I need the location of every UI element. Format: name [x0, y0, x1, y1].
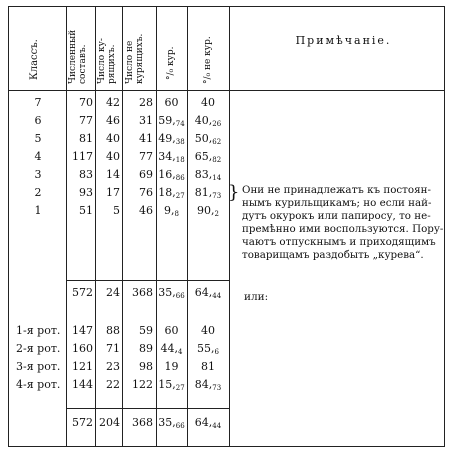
class-row-7-pct: $9,_8$: [164, 204, 179, 218]
header-klass: Классъ.: [29, 39, 40, 80]
top-rule: [8, 6, 444, 7]
total-row-1-smokers: 24: [106, 286, 120, 299]
class-row-6-pct: $18,_{27}$: [158, 186, 185, 200]
class-row-2-non: 31: [139, 114, 153, 127]
class-row-6-smokers: 17: [106, 186, 120, 199]
total-row-1-pct-non-decimal: 44: [212, 292, 222, 300]
class-row-2-pct: $59,_{74}$: [158, 114, 185, 128]
total-row-2-pct-non: $64,_{44}$: [194, 416, 222, 430]
total-row-2-smokers: 204: [99, 416, 120, 429]
rot-row-2-pct-non-decimal: 6: [214, 348, 219, 356]
brace-mark: }: [228, 182, 240, 203]
rot-row-4-pct-non-decimal: 73: [212, 384, 222, 392]
class-row-7-total: 51: [79, 204, 93, 217]
class-row-4-total: 117: [72, 150, 93, 163]
class-row-6-non: 76: [139, 186, 153, 199]
rot-row-3-total: 121: [72, 360, 93, 373]
total-row-1-pct-non: $64,_{44}$: [194, 286, 222, 300]
rot-row-4-pct-decimal: 27: [175, 384, 185, 392]
total2-rule: [66, 408, 229, 409]
class-row-2-smokers: 46: [106, 114, 120, 127]
total-row-1-total: 572: [72, 286, 93, 299]
header-kuryashchikh: [97, 8, 117, 84]
bottom-rule: [8, 446, 444, 447]
rot-row-2-non: 89: [139, 342, 153, 355]
class-row-7-pct-decimal: 8: [174, 210, 179, 218]
class-row-3-total: 81: [79, 132, 93, 145]
rot-row-4-smokers: 22: [106, 378, 120, 391]
left-rule: [8, 6, 9, 447]
class-row-1-klass: 7: [34, 96, 42, 109]
class-row-4-pct-non: $65,_{82}$: [194, 150, 222, 164]
rot-row-4-klass: 4-я рот.: [16, 378, 61, 391]
header-ne-kuryashchikh-text: Число не курящихъ.: [125, 33, 145, 84]
class-row-5-pct-decimal: 86: [175, 174, 185, 182]
class-row-4-pct-non-decimal: 82: [212, 156, 222, 164]
header-pct-kur: °/₀ кур.: [166, 46, 176, 80]
class-row-3-smokers: 40: [106, 132, 120, 145]
class-row-3-pct-non: $50,_{62}$: [194, 132, 222, 146]
total-row-2-pct: $35,_{66}$: [158, 416, 185, 430]
class-row-7-smokers: 5: [113, 204, 120, 217]
class-row-6-klass: 2: [34, 186, 42, 199]
class-row-5-smokers: 14: [106, 168, 120, 181]
col-rule-6: [229, 6, 230, 447]
rot-row-1-non: 59: [139, 324, 153, 337]
rot-row-4-non: 122: [132, 378, 153, 391]
header-ne-kuryashchikh: [125, 8, 145, 84]
total-row-2-pct-decimal: 66: [175, 422, 185, 430]
total-row-1-pct: $35,_{66}$: [158, 286, 185, 300]
class-row-5-pct-non: $83,_{14}$: [194, 168, 222, 182]
total1-rule: [66, 280, 229, 281]
total-row-2-pct-non-decimal: 44: [212, 422, 222, 430]
rot-row-2-pct: $44,_4$: [160, 342, 183, 356]
rot-row-4-pct-non: $84,_{73}$: [194, 378, 222, 392]
class-row-6-total: 93: [79, 186, 93, 199]
rot-row-2-total: 160: [72, 342, 93, 355]
class-row-3-pct-non-decimal: 62: [212, 138, 222, 146]
total-row-1-pct-decimal: 66: [175, 292, 185, 300]
class-row-4-pct: $34,_{18}$: [158, 150, 185, 164]
rot-row-2-pct-decimal: 4: [178, 348, 183, 356]
class-row-2-pct-decimal: 74: [175, 120, 185, 128]
rot-row-1-klass: 1-я рот.: [16, 324, 61, 337]
class-row-2-pct-non-decimal: 26: [212, 120, 222, 128]
rot-row-3-non: 98: [139, 360, 153, 373]
class-row-7-pct-non-decimal: 2: [214, 210, 219, 218]
rot-row-1-pct: 60: [164, 324, 179, 337]
total-row-2-total: 572: [72, 416, 93, 429]
total-row-2-non: 368: [132, 416, 153, 429]
class-row-5-pct: $16,_{86}$: [158, 168, 185, 182]
class-row-2-pct-non: $40,_{26}$: [194, 114, 222, 128]
rot-row-3-pct: 19: [164, 360, 179, 373]
class-row-6-pct-decimal: 27: [175, 192, 185, 200]
class-row-5-total: 83: [79, 168, 93, 181]
class-row-3-pct-decimal: 38: [175, 138, 185, 146]
class-row-6-pct-non-decimal: 73: [212, 192, 222, 200]
class-row-3-pct: $49,_{38}$: [158, 132, 185, 146]
class-row-4-klass: 4: [34, 150, 42, 163]
class-row-4-smokers: 40: [106, 150, 120, 163]
class-row-7-pct-non: $90,_2$: [197, 204, 219, 218]
note-text: Они не принадлежатъ къ постоян-нымъ курильщикамъ; но если най-дутъ окурокъ или папиросу, то не-премѣнно ими воспользуются. Пору-чаютъ отпускнымъ и приходящимъ товарищамъ раздобыть „курева“.: [242, 184, 444, 261]
rot-row-2-pct-non: $55,_6$: [197, 342, 219, 356]
class-row-1-pct: 60: [164, 96, 179, 109]
class-row-7-non: 46: [139, 204, 153, 217]
class-row-5-non: 69: [139, 168, 153, 181]
rot-row-3-smokers: 23: [106, 360, 120, 373]
class-row-5-pct-non-decimal: 14: [212, 174, 222, 182]
class-row-2-klass: 6: [34, 114, 42, 127]
class-row-3-klass: 5: [34, 132, 42, 145]
total-row-1-non: 368: [132, 286, 153, 299]
header-note: Примѣчаніе.: [295, 34, 392, 47]
header-chislenny: [68, 8, 88, 84]
class-row-5-klass: 3: [34, 168, 42, 181]
class-row-1-smokers: 42: [106, 96, 120, 109]
class-row-1-total: 70: [79, 96, 93, 109]
rot-row-1-total: 147: [72, 324, 93, 337]
class-row-4-pct-decimal: 18: [175, 156, 185, 164]
rot-row-1-smokers: 88: [106, 324, 120, 337]
header-rule: [8, 90, 444, 91]
ili-text: или:: [244, 291, 269, 303]
rot-row-3-klass: 3-я рот.: [16, 360, 61, 373]
rot-row-3-pct-non: 81: [201, 360, 215, 373]
class-row-2-total: 77: [79, 114, 93, 127]
class-row-7-klass: 1: [34, 204, 42, 217]
class-row-4-non: 77: [139, 150, 153, 163]
header-chislenny-text: Численный составъ.: [68, 29, 88, 84]
class-row-1-non: 28: [139, 96, 153, 109]
class-row-1-pct-non: 40: [201, 96, 215, 109]
header-pct-ne-kur: °/₀ не кур.: [203, 36, 213, 84]
rot-row-4-total: 144: [72, 378, 93, 391]
class-row-3-non: 41: [139, 132, 153, 145]
rot-row-4-pct: $15,_{27}$: [158, 378, 185, 392]
rot-row-2-smokers: 71: [106, 342, 120, 355]
rot-row-1-pct-non: 40: [201, 324, 215, 337]
header-kuryashchikh-text: Число ку-рящихъ.: [97, 38, 117, 84]
class-row-6-pct-non: $81,_{73}$: [194, 186, 222, 200]
rot-row-2-klass: 2-я рот.: [16, 342, 61, 355]
